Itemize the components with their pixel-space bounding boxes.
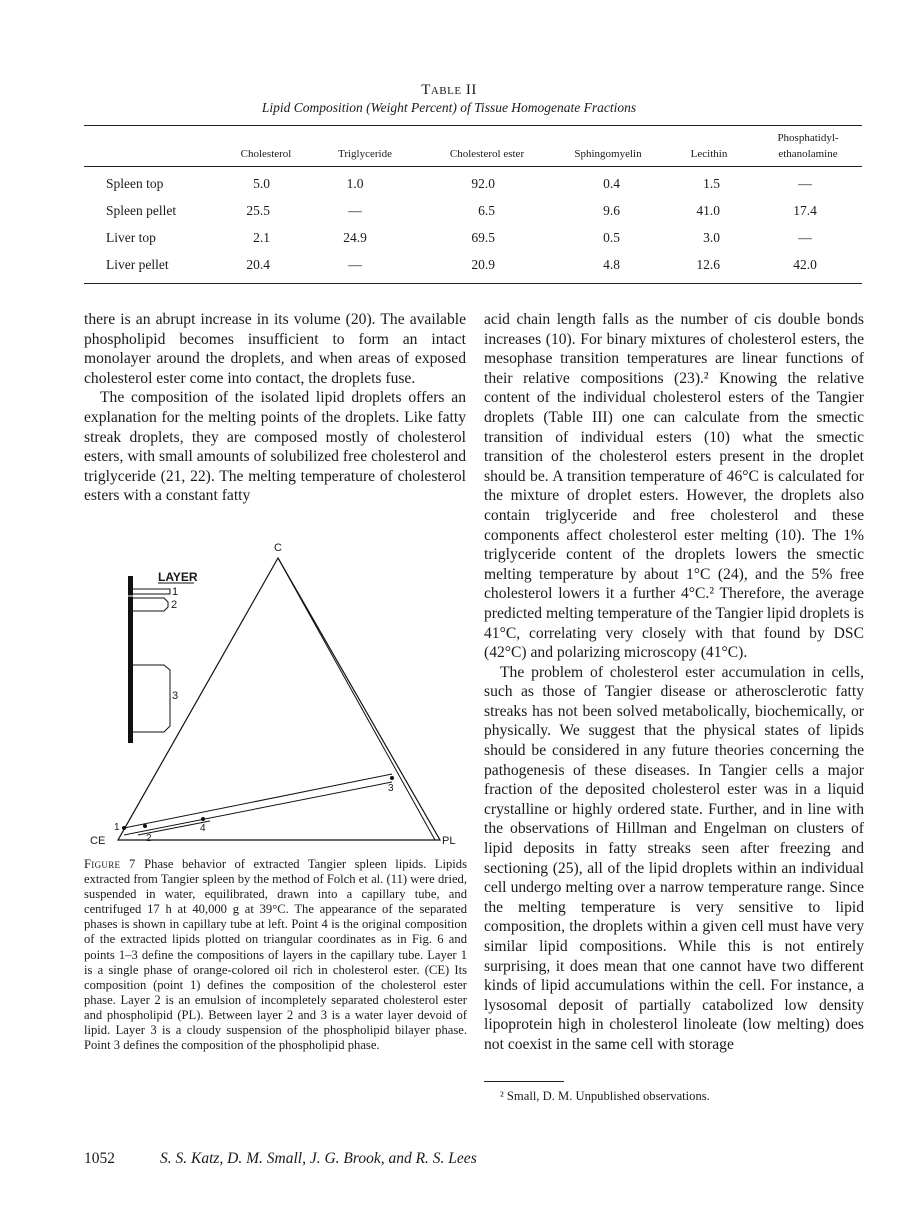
cell: 42.0 <box>793 257 817 272</box>
row-label-liver-top: Liver top <box>106 230 156 245</box>
cell: — <box>798 230 812 245</box>
vertex-c-label: C <box>274 542 282 554</box>
header-cholesterol-ester: Cholesterol ester <box>449 148 525 160</box>
cell: 69.5 <box>471 230 495 245</box>
figure-caption-label: Figure 7 <box>84 857 136 871</box>
point-1-label: 1 <box>114 822 120 833</box>
cell: 6.5 <box>478 203 495 218</box>
cell: 3.0 <box>703 230 720 245</box>
vertex-ce-label: CE <box>90 835 106 847</box>
table-title: Table II <box>421 82 477 98</box>
tie-line-lower <box>124 782 392 835</box>
cell: 1.5 <box>703 176 720 191</box>
vertex-pl-label: PL <box>442 835 456 847</box>
cell: 9.6 <box>603 203 620 218</box>
left-column <box>84 310 466 506</box>
cell: — <box>348 203 362 218</box>
row-label-spleen-top: Spleen top <box>106 176 164 191</box>
figure-caption <box>84 857 467 1053</box>
table-header-rule <box>84 166 862 167</box>
cell: 4.8 <box>603 257 620 272</box>
right-column <box>484 310 864 1055</box>
capillary-tube <box>128 576 133 743</box>
header-triglyceride: Triglyceride <box>338 148 392 160</box>
footnote: ² Small, D. M. Unpublished observations. <box>500 1089 710 1103</box>
page-number: 1052 <box>84 1150 115 1167</box>
running-authors: S. S. Katz, D. M. Small, J. G. Brook, and R. S. Lees <box>160 1150 477 1167</box>
point-2-label: 2 <box>146 833 152 844</box>
cell: 20.9 <box>471 257 495 272</box>
cell: — <box>348 257 362 272</box>
table-bottom-rule <box>84 283 862 284</box>
right-paragraph-2: The problem of cholesterol ester accumulation in cells, such as those of Tangier disease or atherosclerotic fatty streaks has not been solved metabolically, biochemically, or physically. We suggest that the physical states of lipids should be considered in any future theories concerning the pathogenesis of these diseases. In Tangier cells a major fraction of the deposited cholesterol ester was in a liquid crystalline or highly ordered state. Further, and in line with the observations of Hillman and Engelman on clusters of lipid deposits in fatty streaks seen after freezing and sectioning (25), all of the lipid droplets within an individual cell undergo melting over a narrow temperature range. Since the melting temperature is very sensitive to lipid composition, the droplets within a given cell must have very similar lipid compositions. While this is not entirely surprising, it does mean that one cannot have two different kinds of lipid accumulations within the cell. For instance, a lysosomal deposit of partially catabolized low density lipoprotein high in cholesterol linoleate (low melting) does not coexist in the same cell with storage <box>484 663 864 1053</box>
cell: 92.0 <box>471 176 495 191</box>
cell: — <box>798 176 812 191</box>
point-4-label: 4 <box>200 823 206 834</box>
cell: 25.5 <box>246 203 270 218</box>
footnote-rule <box>484 1081 564 1082</box>
row-label-liver-pellet: Liver pellet <box>106 257 169 272</box>
right-paragraph-1: acid chain length falls as the number of cis double bonds increases (10). For binary mixtures of cholesterol esters, the mesophase transition temperatures are linear functions of their relative compositions (23).² Knowing the relative content of the individual cholesterol esters of the Tangier droplets (Table III) one can calculate from the smectic transition of individual esters (10) what the smectic transition of the cholesterol esters present in the droplet should be. A transition temperature of 46°C is calculated for the mixture of droplet esters. However, the droplets also contain triglyceride and free cholesterol and these components affect cholesterol ester melting (10). The 1% triglyceride content of the droplets lowers the smectic melting temperature by about 1°C (24), and the 5% free cholesterol lowers it a further 4°C.² Therefore, the average predicted melting temperature of the Tangier lipid droplets is 41°C, correlating very closely with that found by DSC (42°C) and polarizing microscopy (41°C). <box>484 311 864 662</box>
layer-2-label: 2 <box>171 599 178 611</box>
point-3-label: 3 <box>388 783 394 794</box>
point-3-marker <box>390 776 394 780</box>
layer-1-label: 1 <box>172 586 179 598</box>
layer-3-label: 3 <box>172 690 179 702</box>
cell: 0.4 <box>603 176 620 191</box>
header-phosphatidyl: Phosphatidyl- <box>777 132 839 144</box>
cell: 17.4 <box>793 203 817 218</box>
point-2-marker <box>143 824 147 828</box>
tie-line-upper <box>124 774 392 828</box>
left-paragraph-1: there is an abrupt increase in its volume (20). The available phospholipid becomes insufficient to form an intact monolayer around the droplets, and when areas of exposed cholesterol ester come into contact, the droplets fuse. <box>84 311 466 387</box>
cell: 24.9 <box>343 230 367 245</box>
cell: 5.0 <box>253 176 270 191</box>
point-4-marker <box>201 817 205 821</box>
layer-title: LAYER <box>158 570 198 584</box>
cell: 2.1 <box>253 230 270 245</box>
header-cholesterol: Cholesterol <box>240 148 292 160</box>
phase-diagram-figure <box>84 538 467 848</box>
table-top-rule <box>84 125 862 126</box>
header-sphingomyelin: Sphingomyelin <box>574 148 642 160</box>
cell: 0.5 <box>603 230 620 245</box>
figure-caption-text: Phase behavior of extracted Tangier spleen lipids. Lipids extracted from Tangier spleen by the method of Folch et al. (11) were dried, suspended in water, equilibrated, drawn into a capillary tube, and centrifuged 17 h at 40,000 g at 39°C. The appearance of the separated phases is shown in capillary tube at left. Point 4 is the original composition of the extracted lipids plotted on triangular coordinates as in Fig. 6 and points 1–3 define the compositions of layers in the capillary tube. Layer 1 is a single phase of orange-colored oil rich in cholesterol ester. (CE) Its composition (point 1) defines the composition of the cholesterol ester phase. Layer 2 is an emulsion of incompletely separated cholesterol ester and phospholipid (PL). Between layer 2 and 3 is a water layer devoid of lipid. Layer 3 is a cloudy suspension of the phospholipid bilayer phase. Point 3 defines the composition of the phospholipid phase. <box>84 857 467 1053</box>
cell: 12.6 <box>696 257 720 272</box>
left-paragraph-2: The composition of the isolated lipid droplets offers an explanation for the melting points of the droplets. Like fatty streak droplets, they are composed mostly of cholesterol esters, with small amounts of solubilized free cholesterol and triglyceride (21, 22). The melting temperature of cholesterol esters with a constant fatty <box>84 389 466 505</box>
point-1-marker <box>122 826 126 830</box>
cell: 41.0 <box>696 203 720 218</box>
header-lecithin: Lecithin <box>690 148 728 160</box>
row-label-spleen-pellet: Spleen pellet <box>106 203 177 218</box>
table-caption: Lipid Composition (Weight Percent) of Tissue Homogenate Fractions <box>261 100 637 115</box>
cell: 20.4 <box>246 257 270 272</box>
header-ethanolamine: ethanolamine <box>778 148 838 160</box>
cell: 1.0 <box>346 176 364 191</box>
